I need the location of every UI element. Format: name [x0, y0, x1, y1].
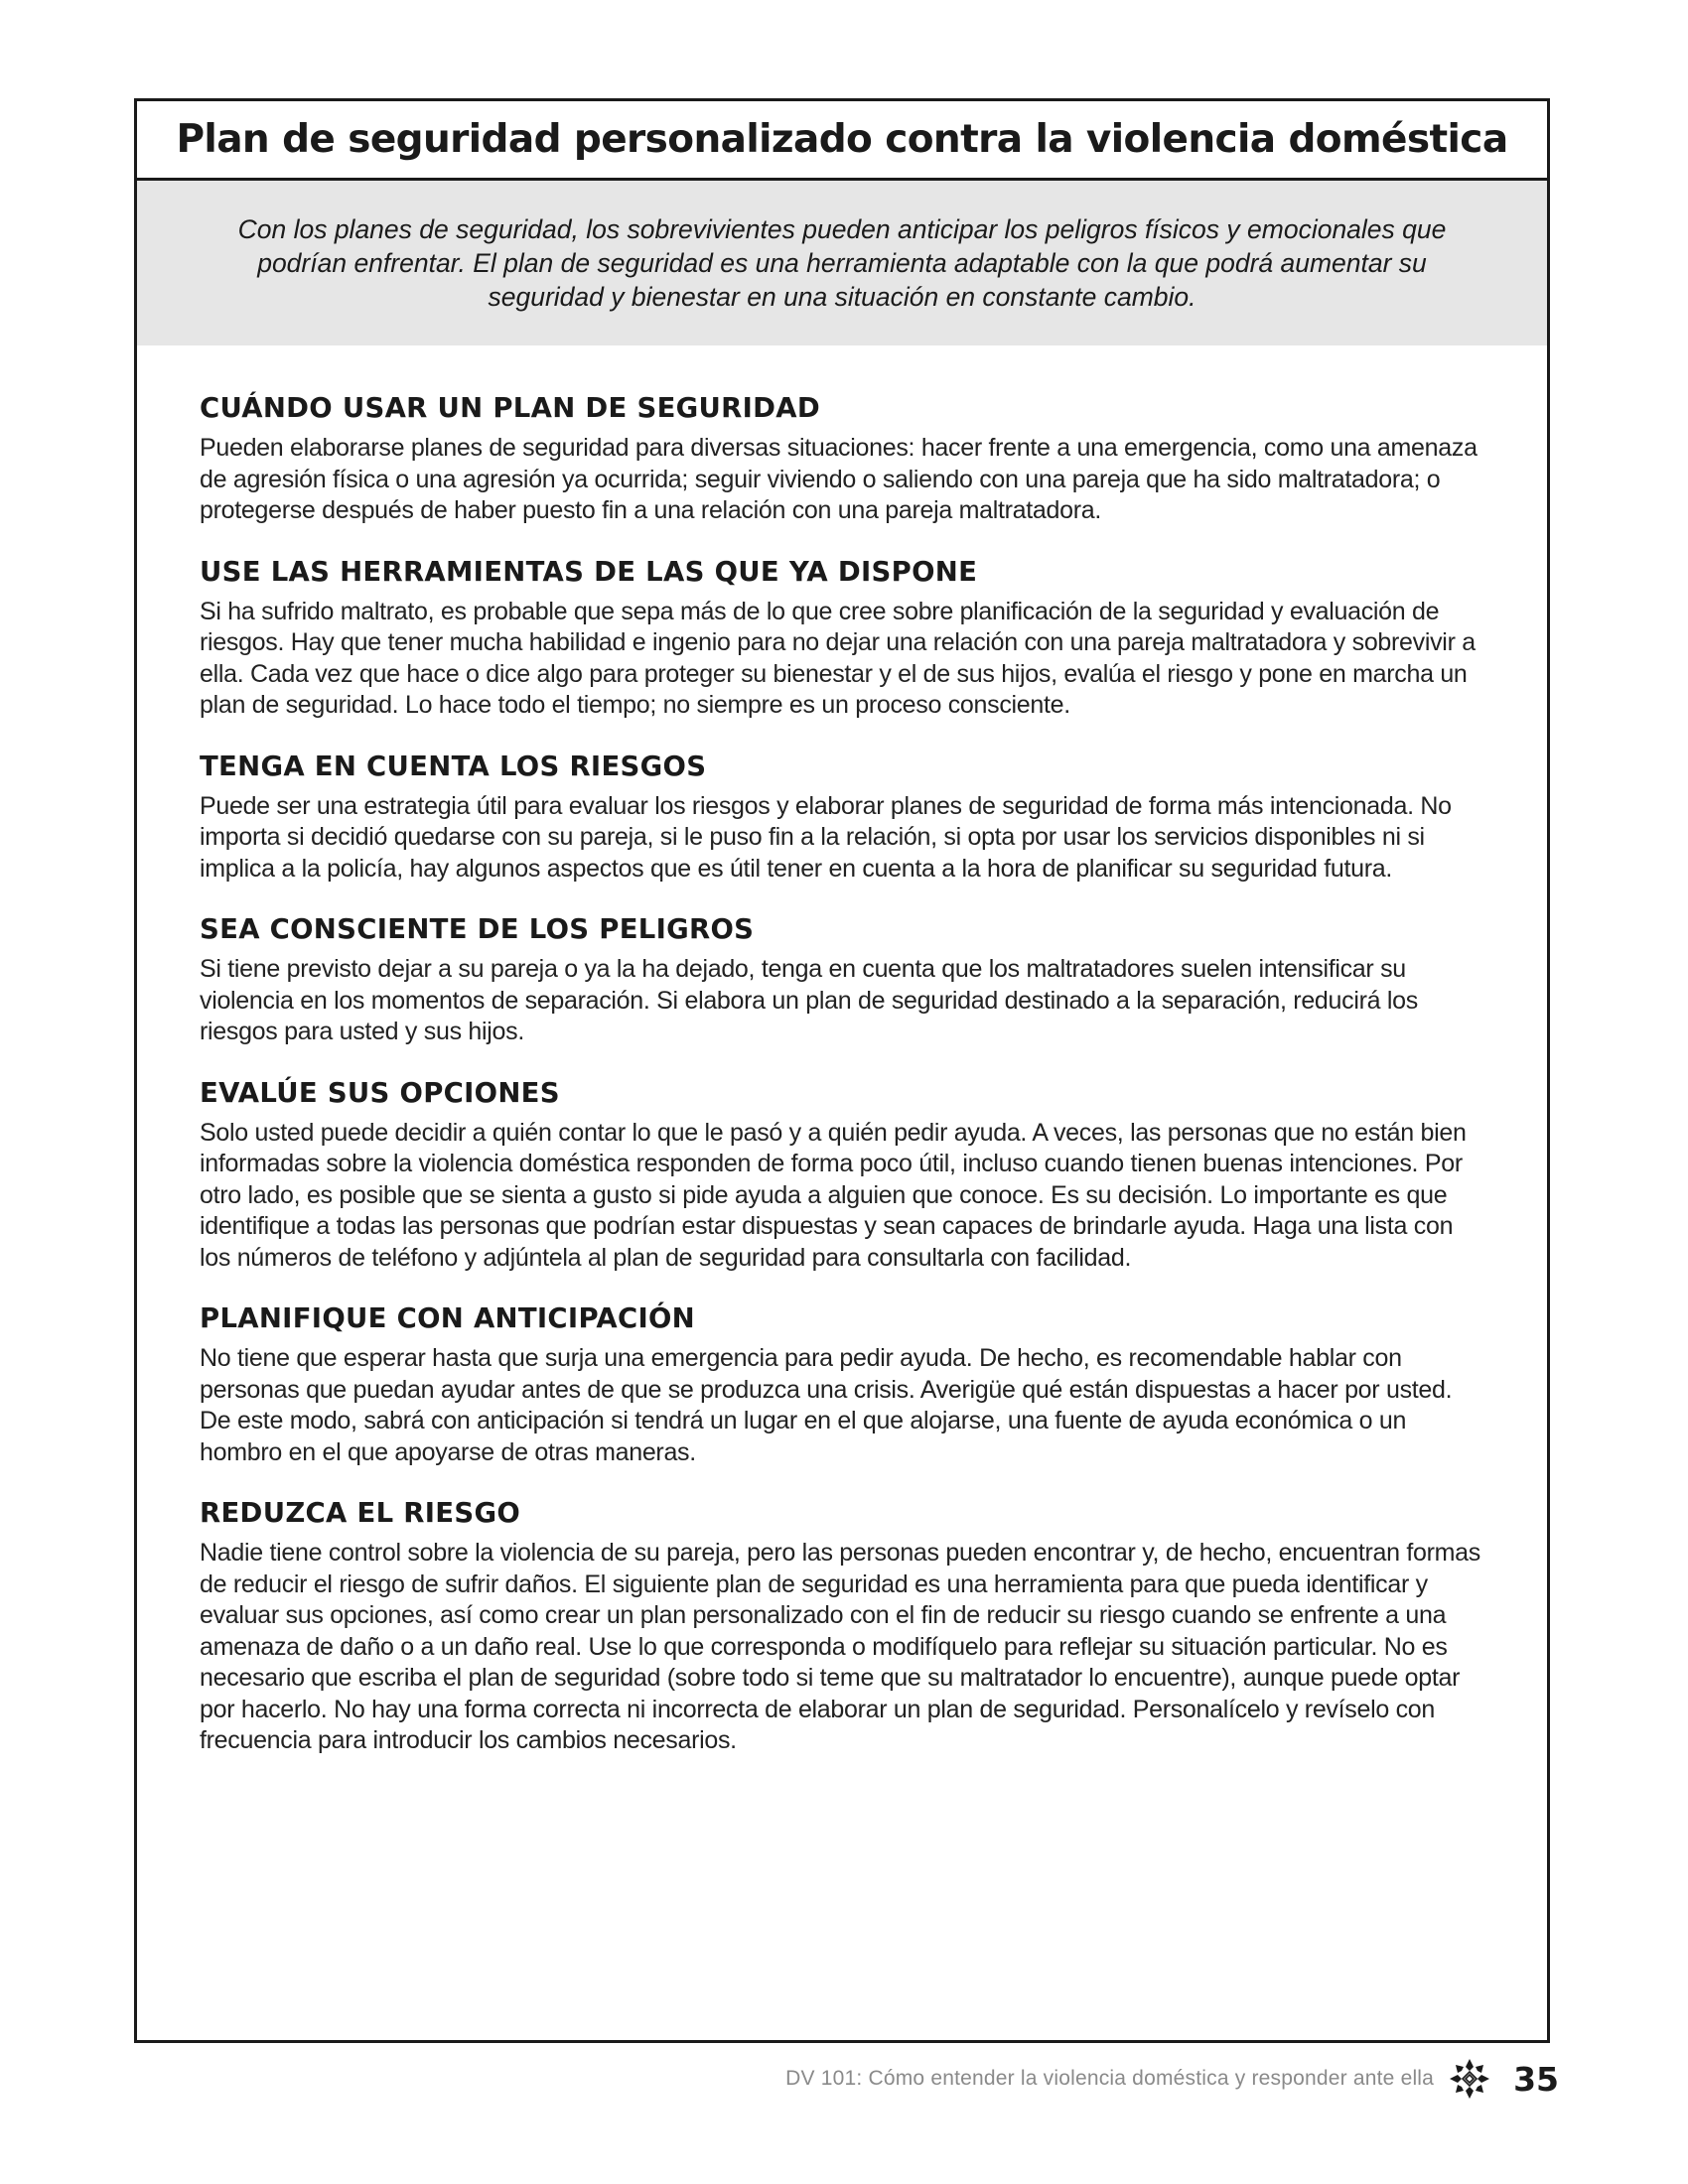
section-body: Pueden elaborarse planes de seguridad para diversas situaciones: hacer frente a una emergencia, como una amenaza de agresión física o una agresión ya ocurrida; seguir viviendo o saliendo con una pareja que ha sido maltratadora; o protegerse después de haber puesto fin a una relación con una pareja maltratadora. — [200, 434, 1477, 524]
section-when-to-use — [200, 390, 1485, 527]
section-body: No tiene que esperar hasta que surja una emergencia para pedir ayuda. De hecho, es recomendable hablar con personas que puedan ayudar antes de que se produzca una crisis. Averigüe qué están dispuestas a hacer por usted. De este modo, sabrá con anticipación si tendrá un lugar en el que alojarse, una fuente de ayuda económica o un hombro en el que apoyarse de otras maneras. — [200, 1344, 1453, 1466]
sections-container — [137, 345, 1547, 1757]
section-plan-ahead — [200, 1300, 1485, 1468]
content-frame — [134, 98, 1550, 2043]
section-heading: EVALÚE SUS OPCIONES — [200, 1076, 560, 1109]
page-number: 35 — [1513, 2059, 1559, 2099]
section-heading: SEA CONSCIENTE DE LOS PELIGROS — [200, 913, 755, 945]
section-heading: REDUZCA EL RIESGO — [200, 1497, 521, 1529]
section-use-tools — [200, 554, 1485, 722]
intro-text: Con los planes de seguridad, los sobrevivientes pueden anticipar los peligros físicos y emocionales que podrían enfrentar. El plan de seguridad es una herramienta adaptable con la que podrá aumentar su seguridad y bienestar en una situación en constante cambio. — [137, 181, 1547, 345]
page-title: Plan de seguridad personalizado contra la violencia doméstica — [176, 117, 1508, 162]
section-body: Si tiene previsto dejar a su pareja o ya la ha dejado, tenga en cuenta que los maltratadores suelen intensificar su violencia en los momentos de separación. Si elabora un plan de seguridad destinado a la separación, reducirá los riesgos para usted y sus hijos. — [200, 955, 1418, 1045]
section-body: Si ha sufrido maltrato, es probable que sepa más de lo que cree sobre planificación de la seguridad y evaluación de riesgos. Hay que tener mucha habilidad e ingenio para no dejar una relación con una pareja maltratadora y sobrevivir a ella. Cada vez que hace o dice algo para proteger su bienestar y el de sus hijos, evalúa el riesgo y pone en marcha un plan de seguridad. Lo hace todo el tiempo; no siempre es un proceso consciente. — [200, 597, 1476, 719]
section-heading: USE LAS HERRAMIENTAS DE LAS QUE YA DISPONE — [200, 555, 978, 588]
section-heading: PLANIFIQUE CON ANTICIPACIÓN — [200, 1302, 695, 1334]
title-bar — [137, 101, 1547, 181]
star-quilt-icon — [1446, 2055, 1493, 2103]
footer-text: DV 101: Cómo entender la violencia doméstica y responder ante ella — [785, 2067, 1435, 2090]
section-be-aware — [200, 911, 1485, 1048]
section-reduce-risk — [200, 1495, 1485, 1757]
section-heading: CUÁNDO USAR UN PLAN DE SEGURIDAD — [200, 392, 821, 424]
page-footer — [785, 2053, 1559, 2105]
section-consider-risks — [200, 749, 1485, 886]
section-heading: TENGA EN CUENTA LOS RIESGOS — [200, 750, 707, 782]
section-evaluate-options — [200, 1075, 1485, 1275]
section-body: Solo usted puede decidir a quién contar lo que le pasó y a quién pedir ayuda. A veces, las personas que no están bien informadas sobre la violencia doméstica responden de forma poco útil, incluso cuando tienen buenas intenciones. Por otro lado, es posible que se sienta a gusto si pide ayuda a alguien que conoce. Es su decisión. Lo importante es que identifique a todas las personas que podrían estar dispuestas y sean capaces de brindarle ayuda. Haga una lista con los números de teléfono y adjúntela al plan de seguridad para consultarla con facilidad. — [200, 1118, 1467, 1272]
section-body: Nadie tiene control sobre la violencia de su pareja, pero las personas pueden encontrar y, de hecho, encuentran formas de reducir el riesgo de sufrir daños. El siguiente plan de seguridad es una herramienta para que pueda identificar y evaluar sus opciones, así como crear un plan personalizado con el fin de reducir su riesgo cuando se enfrente a una amenaza de daño o a un daño real. Use lo que corresponda o modifíquelo para reflejar su situación particular. No es necesario que escriba el plan de seguridad (sobre todo si teme que su maltratador lo encuentre), aunque puede optar por hacerlo. No hay una forma correcta ni incorrecta de elaborar un plan de seguridad. Personalícelo y revíselo con frecuencia para introducir los cambios necesarios. — [200, 1539, 1480, 1754]
section-body: Puede ser una estrategia útil para evaluar los riesgos y elaborar planes de seguridad de forma más intencionada. No importa si decidió quedarse con su pareja, si le puso fin a la relación, si opta por usar los servicios disponibles ni si implica a la policía, hay algunos aspectos que es útil tener en cuenta a la hora de planificar su seguridad futura. — [200, 791, 1452, 883]
